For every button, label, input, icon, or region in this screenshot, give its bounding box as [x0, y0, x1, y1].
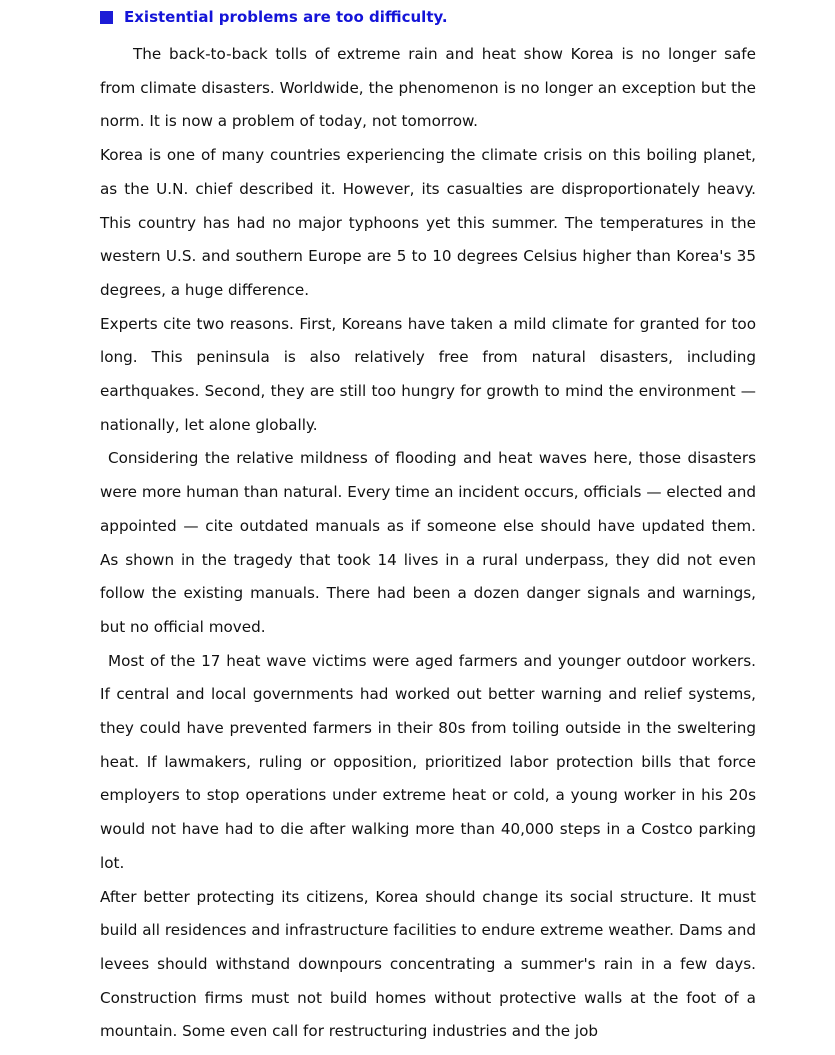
paragraph-3: Experts cite two reasons. First, Koreans have taken a mild climate for granted for too long. This peninsula is also relatively free from natural disasters, including earthquakes. Second, they are still too hungry for growth to mind the environment — nationally, let alone globally.: [100, 314, 756, 434]
paragraph-5: Most of the 17 heat wave victims were aged farmers and younger outdoor workers. If central and local governments had worked out better warning and relief systems, they could have prevented farmers in their 80s from toiling outside in the sweltering heat. If lawmakers, ruling or opposition, prioritized labor protection bills that force employers to stop operations under extreme heat or cold, a young worker in his 20s would not have had to die after walking more than 40,000 steps in a Costco parking lot.: [100, 651, 756, 872]
section-heading-text: Existential problems are too difficulty.: [124, 8, 448, 26]
paragraph-6: After better protecting its citizens, Korea should change its social structure. It must build all residences and infrastructure facilities to endure extreme weather. Dams and levees should withstand downpours concentrating a summer's rain in a few days. Construction firms must not build homes without protective walls at the foot of a mountain. Some even call for restructuring industries and the job: [100, 887, 756, 1041]
filled-square-icon: [100, 11, 113, 24]
section-heading: [100, 6, 756, 28]
paragraph-2: Korea is one of many countries experiencing the climate crisis on this boiling planet, as the U.N. chief described it. However, its casualties are disproportionately heavy. This country has had no major typhoons yet this summer. The temperatures in the western U.S. and southern Europe are 5 to 10 degrees Celsius higher than Korea's 35 degrees, a huge difference.: [100, 146, 756, 299]
document-page: [100, 6, 756, 1049]
paragraph-1: The back-to-back tolls of extreme rain and heat show Korea is no longer safe from climate disasters. Worldwide, the phenomenon is no longer an exception but the norm. It is now a problem of today, not tomorrow.: [100, 45, 756, 131]
paragraph-4: Considering the relative mildness of flooding and heat waves here, those disasters were more human than natural. Every time an incident occurs, officials — elected and appointed — cite outdated manuals as if someone else should have updated them. As shown in the tragedy that took 14 lives in a rural underpass, they did not even follow the existing manuals. There had been a dozen danger signals and warnings, but no official moved.: [100, 449, 756, 636]
